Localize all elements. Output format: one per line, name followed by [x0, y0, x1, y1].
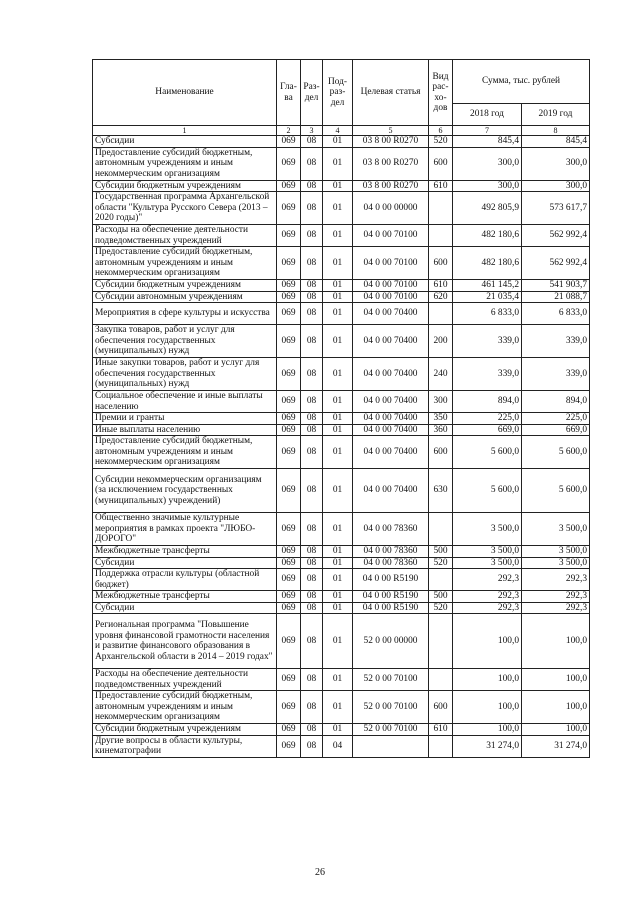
cell-podrazdel: 01 — [323, 291, 353, 303]
cell-name: Предоставление субсидий бюджетным, автономным учреждениям и иным некоммерческим организациям — [93, 691, 277, 724]
cell-vid — [429, 669, 453, 691]
cell-name: Поддержка отрасли культуры (областной бюджет) — [93, 569, 277, 591]
cell-name: Закупка товаров, работ и услуг для обеспечения государственных (муниципальных) нужд — [93, 325, 277, 358]
cell-target — [353, 735, 429, 757]
cell-target: 04 0 00 78360 — [353, 513, 429, 546]
header-podrazdel: Под-раз-дел — [323, 60, 353, 126]
cell-razdel: 08 — [301, 225, 323, 247]
cell-target: 04 0 00 70400 — [353, 424, 429, 436]
cell-name: Государственная программа Архангельской области "Культура Русского Севера (2013 – 2020 годы)" — [93, 192, 277, 225]
cell-name: Предоставление субсидий бюджетным, автономным учреждениям и иным некоммерческим организациям — [93, 247, 277, 280]
cell-target: 04 0 00 R5190 — [353, 569, 429, 591]
cell-name: Предоставление субсидий бюджетным, автономным учреждениям и иным некоммерческим организациям — [93, 147, 277, 180]
header-row — [93, 60, 590, 104]
table-row — [93, 513, 590, 546]
table-row — [93, 391, 590, 413]
cell-sum-2018: 3 500,0 — [453, 546, 522, 558]
cell-name: Премии и гранты — [93, 413, 277, 425]
column-index-cell: 1 — [93, 126, 277, 136]
cell-podrazdel: 01 — [323, 147, 353, 180]
cell-razdel: 08 — [301, 391, 323, 413]
cell-glava: 069 — [277, 280, 301, 292]
cell-sum-2018: 31 274,0 — [453, 735, 522, 757]
cell-target: 03 8 00 R0270 — [353, 180, 429, 192]
cell-glava: 069 — [277, 513, 301, 546]
cell-razdel: 08 — [301, 192, 323, 225]
cell-sum-2019: 100,0 — [522, 614, 590, 669]
cell-vid: 350 — [429, 413, 453, 425]
table-row — [93, 546, 590, 558]
cell-razdel: 08 — [301, 557, 323, 569]
cell-sum-2018: 482 180,6 — [453, 225, 522, 247]
cell-sum-2019: 562 992,4 — [522, 247, 590, 280]
cell-podrazdel: 01 — [323, 358, 353, 391]
cell-sum-2019: 31 274,0 — [522, 735, 590, 757]
cell-glava: 069 — [277, 192, 301, 225]
cell-name: Расходы на обеспечение деятельности подведомственных учреждений — [93, 225, 277, 247]
cell-target: 04 0 00 R5190 — [353, 591, 429, 603]
column-index-cell: 8 — [522, 126, 590, 136]
cell-podrazdel: 01 — [323, 614, 353, 669]
cell-glava: 069 — [277, 247, 301, 280]
cell-vid — [429, 614, 453, 669]
cell-razdel: 08 — [301, 735, 323, 757]
cell-glava: 069 — [277, 424, 301, 436]
cell-razdel: 08 — [301, 724, 323, 736]
cell-podrazdel: 01 — [323, 424, 353, 436]
table-row — [93, 280, 590, 292]
cell-sum-2019: 292,3 — [522, 591, 590, 603]
cell-glava: 069 — [277, 436, 301, 469]
cell-glava: 069 — [277, 180, 301, 192]
header-target: Целевая статья — [353, 60, 429, 126]
table-row — [93, 247, 590, 280]
cell-target: 52 0 00 70100 — [353, 724, 429, 736]
cell-glava: 069 — [277, 614, 301, 669]
cell-target: 52 0 00 00000 — [353, 614, 429, 669]
cell-podrazdel: 01 — [323, 691, 353, 724]
cell-glava: 069 — [277, 225, 301, 247]
cell-podrazdel: 01 — [323, 225, 353, 247]
cell-target: 04 0 00 70100 — [353, 291, 429, 303]
cell-vid: 300 — [429, 391, 453, 413]
cell-sum-2018: 21 035,4 — [453, 291, 522, 303]
cell-sum-2018: 100,0 — [453, 691, 522, 724]
cell-sum-2018: 300,0 — [453, 147, 522, 180]
cell-target: 52 0 00 70100 — [353, 691, 429, 724]
cell-razdel: 08 — [301, 247, 323, 280]
table-row — [93, 735, 590, 757]
cell-sum-2018: 5 600,0 — [453, 469, 522, 513]
cell-sum-2018: 292,3 — [453, 569, 522, 591]
header-name: Наименование — [93, 60, 277, 126]
cell-podrazdel: 01 — [323, 136, 353, 148]
cell-vid: 240 — [429, 358, 453, 391]
cell-name: Региональная программа "Повышение уровня финансовой грамотности населения и развитие финансового образования в Архангельской области в 2014 – 2019 годах" — [93, 614, 277, 669]
cell-razdel: 08 — [301, 546, 323, 558]
cell-vid: 630 — [429, 469, 453, 513]
budget-table — [92, 59, 590, 758]
header-glava: Гла-ва — [277, 60, 301, 126]
cell-name: Иные закупки товаров, работ и услуг для обеспечения государственных (муниципальных) нужд — [93, 358, 277, 391]
cell-vid — [429, 192, 453, 225]
cell-vid — [429, 303, 453, 325]
cell-podrazdel: 01 — [323, 280, 353, 292]
cell-sum-2019: 541 903,7 — [522, 280, 590, 292]
cell-podrazdel: 01 — [323, 669, 353, 691]
cell-razdel: 08 — [301, 569, 323, 591]
cell-sum-2018: 482 180,6 — [453, 247, 522, 280]
cell-sum-2018: 669,0 — [453, 424, 522, 436]
cell-sum-2019: 3 500,0 — [522, 557, 590, 569]
cell-podrazdel: 01 — [323, 180, 353, 192]
cell-glava: 069 — [277, 691, 301, 724]
cell-razdel: 08 — [301, 291, 323, 303]
cell-target: 04 0 00 70400 — [353, 325, 429, 358]
cell-sum-2018: 492 805,9 — [453, 192, 522, 225]
table-body — [93, 136, 590, 758]
table-row — [93, 225, 590, 247]
table-row — [93, 180, 590, 192]
cell-sum-2019: 225,0 — [522, 413, 590, 425]
cell-glava: 069 — [277, 291, 301, 303]
cell-sum-2018: 100,0 — [453, 724, 522, 736]
cell-sum-2018: 894,0 — [453, 391, 522, 413]
cell-razdel: 08 — [301, 358, 323, 391]
cell-podrazdel: 01 — [323, 436, 353, 469]
cell-name: Расходы на обеспечение деятельности подведомственных учреждений — [93, 669, 277, 691]
header-vid: Вид рас-хо-дов — [429, 60, 453, 126]
cell-sum-2019: 6 833,0 — [522, 303, 590, 325]
cell-vid — [429, 569, 453, 591]
table-row — [93, 424, 590, 436]
cell-razdel: 08 — [301, 602, 323, 614]
cell-glava: 069 — [277, 724, 301, 736]
cell-vid: 520 — [429, 602, 453, 614]
cell-razdel: 08 — [301, 413, 323, 425]
cell-glava: 069 — [277, 602, 301, 614]
cell-sum-2019: 5 600,0 — [522, 436, 590, 469]
cell-target: 52 0 00 70100 — [353, 669, 429, 691]
cell-sum-2018: 339,0 — [453, 325, 522, 358]
cell-sum-2018: 845,4 — [453, 136, 522, 148]
cell-sum-2019: 300,0 — [522, 147, 590, 180]
cell-sum-2018: 292,3 — [453, 602, 522, 614]
cell-podrazdel: 01 — [323, 546, 353, 558]
table-row — [93, 591, 590, 603]
cell-glava: 069 — [277, 569, 301, 591]
cell-sum-2018: 100,0 — [453, 669, 522, 691]
cell-razdel: 08 — [301, 147, 323, 180]
cell-podrazdel: 01 — [323, 513, 353, 546]
cell-podrazdel: 04 — [323, 735, 353, 757]
cell-sum-2019: 894,0 — [522, 391, 590, 413]
cell-podrazdel: 01 — [323, 591, 353, 603]
cell-glava: 069 — [277, 546, 301, 558]
cell-name: Общественно значимые культурные мероприятия в рамках проекта "ЛЮБО-ДОРОГО" — [93, 513, 277, 546]
cell-name: Субсидии бюджетным учреждениям — [93, 280, 277, 292]
cell-glava: 069 — [277, 325, 301, 358]
cell-sum-2019: 292,3 — [522, 602, 590, 614]
cell-sum-2018: 3 500,0 — [453, 513, 522, 546]
header-2019: 2019 год — [522, 104, 590, 126]
cell-target: 04 0 00 70400 — [353, 391, 429, 413]
table-row — [93, 602, 590, 614]
table-row — [93, 669, 590, 691]
table-row — [93, 358, 590, 391]
column-index-cell: 6 — [429, 126, 453, 136]
page-number: 26 — [315, 867, 325, 878]
cell-glava: 069 — [277, 469, 301, 513]
cell-name: Субсидии — [93, 557, 277, 569]
cell-podrazdel: 01 — [323, 469, 353, 513]
cell-vid: 600 — [429, 247, 453, 280]
cell-target: 04 0 00 70400 — [353, 358, 429, 391]
cell-vid: 610 — [429, 180, 453, 192]
cell-sum-2018: 3 500,0 — [453, 557, 522, 569]
cell-name: Субсидии бюджетным учреждениям — [93, 180, 277, 192]
cell-razdel: 08 — [301, 669, 323, 691]
cell-razdel: 08 — [301, 614, 323, 669]
cell-name: Мероприятия в сфере культуры и искусства — [93, 303, 277, 325]
cell-vid: 500 — [429, 591, 453, 603]
cell-sum-2018: 461 145,2 — [453, 280, 522, 292]
cell-name: Субсидии автономным учреждениям — [93, 291, 277, 303]
cell-vid: 360 — [429, 424, 453, 436]
cell-vid: 200 — [429, 325, 453, 358]
column-index-cell: 7 — [453, 126, 522, 136]
cell-target: 04 0 00 70100 — [353, 225, 429, 247]
cell-sum-2019: 845,4 — [522, 136, 590, 148]
cell-sum-2018: 300,0 — [453, 180, 522, 192]
cell-target: 04 0 00 78360 — [353, 546, 429, 558]
cell-target: 04 0 00 70400 — [353, 436, 429, 469]
table-row — [93, 569, 590, 591]
cell-name: Субсидии некоммерческим организациям (за исключением государственных (муниципальных) учреждений) — [93, 469, 277, 513]
cell-sum-2019: 100,0 — [522, 724, 590, 736]
header-2018: 2018 год — [453, 104, 522, 126]
table-row — [93, 291, 590, 303]
cell-sum-2018: 339,0 — [453, 358, 522, 391]
cell-sum-2018: 5 600,0 — [453, 436, 522, 469]
cell-vid: 610 — [429, 280, 453, 292]
cell-name: Социальное обеспечение и иные выплаты населению — [93, 391, 277, 413]
cell-razdel: 08 — [301, 513, 323, 546]
cell-sum-2018: 225,0 — [453, 413, 522, 425]
cell-sum-2019: 292,3 — [522, 569, 590, 591]
cell-razdel: 08 — [301, 136, 323, 148]
cell-vid — [429, 735, 453, 757]
column-index-row — [93, 126, 590, 136]
cell-glava: 069 — [277, 391, 301, 413]
cell-sum-2019: 100,0 — [522, 691, 590, 724]
table-row — [93, 192, 590, 225]
cell-target: 04 0 00 R5190 — [353, 602, 429, 614]
cell-glava: 069 — [277, 147, 301, 180]
cell-vid: 520 — [429, 136, 453, 148]
cell-vid: 620 — [429, 291, 453, 303]
cell-podrazdel: 01 — [323, 247, 353, 280]
cell-razdel: 08 — [301, 691, 323, 724]
cell-vid: 600 — [429, 147, 453, 180]
table-row — [93, 614, 590, 669]
cell-glava: 069 — [277, 136, 301, 148]
cell-podrazdel: 01 — [323, 602, 353, 614]
table-row — [93, 147, 590, 180]
cell-name: Межбюджетные трансферты — [93, 591, 277, 603]
cell-glava: 069 — [277, 557, 301, 569]
cell-vid: 610 — [429, 724, 453, 736]
column-index-cell: 3 — [301, 126, 323, 136]
column-index-cell: 2 — [277, 126, 301, 136]
table-row — [93, 469, 590, 513]
cell-vid — [429, 513, 453, 546]
cell-razdel: 08 — [301, 325, 323, 358]
header-sum: Сумма, тыс. рублей — [453, 60, 590, 104]
cell-target: 03 8 00 R0270 — [353, 147, 429, 180]
cell-name: Субсидии бюджетным учреждениям — [93, 724, 277, 736]
cell-vid — [429, 225, 453, 247]
cell-razdel: 08 — [301, 424, 323, 436]
cell-vid: 500 — [429, 546, 453, 558]
cell-razdel: 08 — [301, 303, 323, 325]
cell-podrazdel: 01 — [323, 413, 353, 425]
cell-podrazdel: 01 — [323, 192, 353, 225]
cell-target: 03 8 00 R0270 — [353, 136, 429, 148]
cell-sum-2019: 5 600,0 — [522, 469, 590, 513]
cell-podrazdel: 01 — [323, 569, 353, 591]
cell-glava: 069 — [277, 303, 301, 325]
cell-target: 04 0 00 78360 — [353, 557, 429, 569]
cell-name: Иные выплаты населению — [93, 424, 277, 436]
cell-glava: 069 — [277, 735, 301, 757]
cell-target: 04 0 00 70400 — [353, 303, 429, 325]
table-row — [93, 557, 590, 569]
cell-target: 04 0 00 00000 — [353, 192, 429, 225]
cell-name: Другие вопросы в области культуры, кинематографии — [93, 735, 277, 757]
cell-target: 04 0 00 70100 — [353, 247, 429, 280]
column-index-cell: 4 — [323, 126, 353, 136]
cell-sum-2018: 6 833,0 — [453, 303, 522, 325]
cell-sum-2019: 3 500,0 — [522, 546, 590, 558]
cell-sum-2019: 100,0 — [522, 669, 590, 691]
cell-sum-2019: 3 500,0 — [522, 513, 590, 546]
cell-razdel: 08 — [301, 591, 323, 603]
cell-sum-2018: 292,3 — [453, 591, 522, 603]
column-index-cell: 5 — [353, 126, 429, 136]
cell-name: Субсидии — [93, 136, 277, 148]
cell-target: 04 0 00 70400 — [353, 413, 429, 425]
cell-sum-2019: 339,0 — [522, 325, 590, 358]
header-razdel: Раз-дел — [301, 60, 323, 126]
cell-podrazdel: 01 — [323, 557, 353, 569]
cell-sum-2019: 339,0 — [522, 358, 590, 391]
table-row — [93, 413, 590, 425]
cell-vid: 600 — [429, 436, 453, 469]
cell-vid: 600 — [429, 691, 453, 724]
cell-sum-2019: 669,0 — [522, 424, 590, 436]
cell-name: Субсидии — [93, 602, 277, 614]
cell-name: Предоставление субсидий бюджетным, автономным учреждениям и иным некоммерческим организациям — [93, 436, 277, 469]
cell-razdel: 08 — [301, 280, 323, 292]
cell-target: 04 0 00 70100 — [353, 280, 429, 292]
table-row — [93, 325, 590, 358]
cell-sum-2019: 562 992,4 — [522, 225, 590, 247]
cell-glava: 069 — [277, 413, 301, 425]
cell-glava: 069 — [277, 358, 301, 391]
table-row — [93, 436, 590, 469]
cell-sum-2019: 573 617,7 — [522, 192, 590, 225]
cell-podrazdel: 01 — [323, 724, 353, 736]
cell-target: 04 0 00 70400 — [353, 469, 429, 513]
table-row — [93, 724, 590, 736]
cell-podrazdel: 01 — [323, 303, 353, 325]
cell-sum-2018: 100,0 — [453, 614, 522, 669]
cell-glava: 069 — [277, 669, 301, 691]
cell-razdel: 08 — [301, 469, 323, 513]
cell-sum-2019: 300,0 — [522, 180, 590, 192]
cell-vid: 520 — [429, 557, 453, 569]
cell-razdel: 08 — [301, 436, 323, 469]
table-row — [93, 691, 590, 724]
cell-podrazdel: 01 — [323, 391, 353, 413]
table-row — [93, 303, 590, 325]
cell-razdel: 08 — [301, 180, 323, 192]
cell-name: Межбюджетные трансферты — [93, 546, 277, 558]
cell-sum-2019: 21 088,7 — [522, 291, 590, 303]
cell-podrazdel: 01 — [323, 325, 353, 358]
cell-glava: 069 — [277, 591, 301, 603]
table-row — [93, 136, 590, 148]
